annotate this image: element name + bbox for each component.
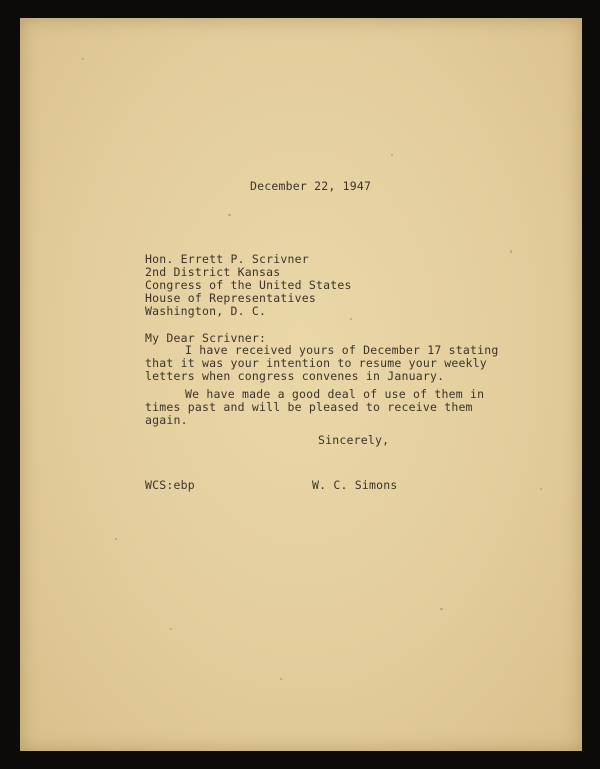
paper-speck	[391, 154, 393, 156]
paper-speck	[440, 608, 443, 610]
paper-speck	[350, 318, 352, 320]
signer-name: W. C. Simons	[312, 478, 398, 492]
body-line: that it was your intention to resume your weekly	[145, 356, 487, 370]
body-line: We have made a good deal of use of them in	[185, 387, 485, 401]
paper-speck	[228, 214, 231, 216]
address-line: Congress of the United States	[145, 278, 352, 292]
address-line: Hon. Errett P. Scrivner	[145, 252, 309, 266]
paper-speck	[510, 250, 512, 253]
salutation: My Dear Scrivner:	[145, 331, 267, 345]
address-line: House of Representatives	[145, 291, 316, 305]
paper-speck	[82, 58, 84, 60]
letter-page	[20, 18, 582, 751]
body-line: letters when congress convenes in January.	[145, 369, 445, 383]
address-line: 2nd District Kansas	[145, 265, 281, 279]
paper-speck	[280, 678, 282, 680]
body-line: again.	[145, 413, 188, 427]
address-line: Washington, D. C.	[145, 304, 267, 318]
reference-initials: WCS:ebp	[145, 478, 195, 492]
paper-speck	[540, 488, 542, 490]
paper-speck	[115, 538, 117, 540]
complimentary-close: Sincerely,	[318, 433, 390, 447]
letter-date: December 22, 1947	[250, 179, 372, 193]
body-line: times past and will be pleased to receive them	[145, 400, 473, 414]
paper-speck	[170, 628, 172, 630]
body-line: I have received yours of December 17 stating	[185, 343, 499, 357]
